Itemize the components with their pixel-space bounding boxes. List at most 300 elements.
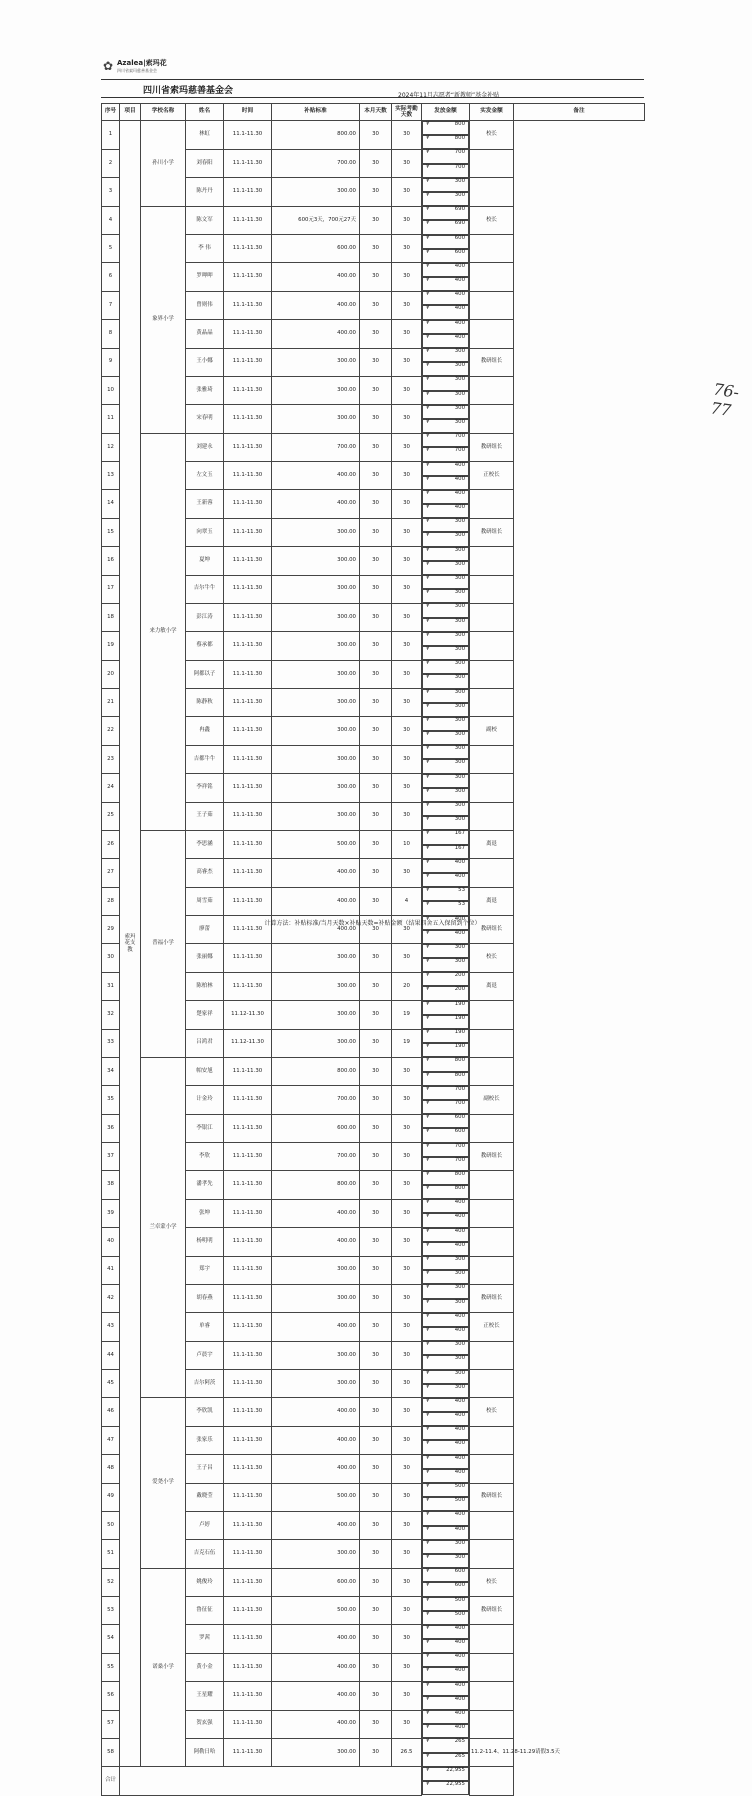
logo-name: Azalea|索玛花 — [117, 59, 167, 67]
total-value: 22,955 — [446, 1766, 465, 1773]
row-paid — [422, 1100, 469, 1114]
school-cell: 爱尧小学 — [141, 1398, 186, 1568]
row-month-days: 30 — [360, 972, 392, 1000]
row-time: 11.1-11.30 — [224, 1682, 272, 1710]
row-remark: 校长 — [470, 944, 514, 972]
header-amount: 发放金额 — [422, 104, 470, 121]
header-seq: 序号 — [102, 104, 120, 121]
row-amount — [422, 405, 469, 419]
row-remark: 教研组长 — [470, 1483, 514, 1511]
row-seq: 36 — [102, 1114, 120, 1142]
currency-symbol: ¥ — [426, 816, 430, 823]
row-seq: 53 — [102, 1597, 120, 1625]
row-paid — [422, 305, 469, 319]
currency-symbol: ¥ — [426, 745, 430, 752]
organization-name: 四川省索玛慈善基金会 — [143, 86, 234, 96]
money-value: 167 — [454, 844, 465, 851]
row-time: 11.1-11.30 — [224, 547, 272, 575]
currency-symbol: ¥ — [426, 1029, 430, 1035]
row-paid — [422, 135, 469, 149]
row-amount — [422, 1228, 469, 1242]
row-seq: 20 — [102, 660, 120, 688]
school-cell: 象界小学 — [141, 206, 186, 433]
currency-symbol: ¥ — [426, 262, 430, 269]
row-time: 11.1-11.30 — [224, 1426, 272, 1454]
currency-symbol: ¥ — [426, 1695, 430, 1702]
money-value: 300 — [454, 1256, 465, 1262]
row-amount — [422, 1455, 469, 1469]
row-name: 曾则伟 — [186, 291, 224, 319]
row-standard: 300.00 — [272, 1370, 360, 1398]
row-standard: 300.00 — [272, 1540, 360, 1568]
currency-symbol: ¥ — [426, 333, 430, 340]
row-time: 11.1-11.30 — [224, 1483, 272, 1511]
row-remark — [470, 1455, 514, 1483]
row-month-days: 30 — [360, 689, 392, 717]
row-standard: 400.00 — [272, 263, 360, 291]
row-actual-days: 30 — [392, 916, 422, 944]
row-time: 11.1-11.30 — [224, 1199, 272, 1227]
money-value: 300 — [454, 404, 465, 411]
row-amount — [422, 745, 469, 759]
row-seq: 18 — [102, 603, 120, 631]
currency-symbol: ¥ — [426, 1312, 430, 1319]
row-paid — [422, 703, 469, 717]
sheet-subtitle: 2024年11月志愿者“新教师”基金补贴 — [398, 92, 500, 99]
row-time: 11.1-11.30 — [224, 1597, 272, 1625]
row-month-days: 30 — [360, 1653, 392, 1681]
row-paid — [422, 1327, 469, 1341]
row-remark: 离退 — [470, 972, 514, 1000]
row-remark — [470, 1370, 514, 1398]
header-project: 项目 — [120, 104, 141, 121]
currency-symbol: ¥ — [426, 1369, 430, 1376]
row-actual-days: 30 — [392, 1511, 422, 1539]
row-remark — [470, 802, 514, 830]
row-standard: 700.00 — [272, 433, 360, 461]
row-month-days: 30 — [360, 1057, 392, 1085]
row-paid — [422, 1440, 469, 1454]
table-row — [102, 1398, 645, 1426]
row-month-days: 30 — [360, 206, 392, 234]
row-actual-days: 30 — [392, 1540, 422, 1568]
money-value: 400 — [454, 929, 465, 936]
row-standard: 400.00 — [272, 490, 360, 518]
currency-symbol: ¥ — [426, 1780, 430, 1787]
row-seq: 8 — [102, 320, 120, 348]
row-time: 11.1-11.30 — [224, 490, 272, 518]
row-remark — [470, 774, 514, 802]
currency-symbol: ¥ — [426, 1241, 430, 1248]
money-value: 300 — [454, 546, 465, 553]
currency-symbol: ¥ — [426, 844, 430, 851]
table-row — [102, 433, 645, 461]
row-time: 11.12-11.30 — [224, 1001, 272, 1029]
money-value: 500 — [454, 1596, 465, 1603]
row-seq: 5 — [102, 235, 120, 263]
school-cell: 诺桑小学 — [141, 1568, 186, 1767]
row-name: 彭江涛 — [186, 603, 224, 631]
row-remark — [470, 1199, 514, 1227]
row-paid — [422, 1384, 469, 1398]
row-standard: 400.00 — [272, 1313, 360, 1341]
flower-icon: ✿ — [103, 59, 114, 73]
total-row — [102, 1767, 645, 1795]
row-paid — [422, 220, 469, 234]
row-paid — [422, 532, 469, 546]
row-month-days: 30 — [360, 1625, 392, 1653]
row-actual-days: 26.5 — [392, 1738, 422, 1766]
row-amount — [422, 291, 469, 305]
row-name: 张丽娜 — [186, 944, 224, 972]
row-month-days: 30 — [360, 1171, 392, 1199]
row-paid — [422, 1469, 469, 1483]
row-month-days: 30 — [360, 802, 392, 830]
row-actual-days: 30 — [392, 121, 422, 150]
row-seq: 29 — [102, 916, 120, 944]
row-amount — [422, 433, 469, 447]
row-name: 陈丹丹 — [186, 178, 224, 206]
row-remark — [470, 1625, 514, 1653]
row-name: 张雅琦 — [186, 376, 224, 404]
money-value: 300 — [454, 958, 465, 965]
money-value: 300 — [454, 731, 465, 738]
currency-symbol: ¥ — [426, 617, 430, 624]
money-value: 300 — [454, 617, 465, 624]
row-actual-days: 30 — [392, 206, 422, 234]
row-name: 鲁征征 — [186, 1597, 224, 1625]
money-value: 700 — [454, 149, 465, 156]
currency-symbol: ¥ — [426, 1454, 430, 1461]
currency-symbol: ¥ — [426, 1071, 430, 1078]
money-value: 800 — [454, 1185, 465, 1192]
currency-symbol: ¥ — [426, 149, 430, 156]
row-remark: 教研组长 — [470, 518, 514, 546]
row-time: 11.1-11.30 — [224, 1143, 272, 1171]
row-time: 11.12-11.30 — [224, 1029, 272, 1057]
money-value: 300 — [454, 631, 465, 638]
row-seq: 47 — [102, 1426, 120, 1454]
row-standard: 400.00 — [272, 1426, 360, 1454]
money-value: 400 — [454, 1312, 465, 1319]
header-time: 时间 — [224, 104, 272, 121]
row-month-days: 30 — [360, 121, 392, 150]
row-standard: 400.00 — [272, 1653, 360, 1681]
row-paid — [422, 1753, 469, 1767]
money-value: 800 — [454, 1170, 465, 1177]
row-paid — [422, 646, 469, 660]
row-amount — [422, 1199, 469, 1213]
row-name: 姚俊玲 — [186, 1568, 224, 1596]
row-name: 林虹 — [186, 121, 224, 150]
row-month-days: 30 — [360, 1710, 392, 1738]
row-month-days: 30 — [360, 320, 392, 348]
row-name: 冉鑫 — [186, 717, 224, 745]
currency-symbol: ¥ — [426, 773, 430, 780]
currency-symbol: ¥ — [426, 1766, 430, 1773]
header-paid: 实发金额 — [470, 104, 514, 121]
money-value: 300 — [454, 702, 465, 709]
row-time: 11.1-11.30 — [224, 802, 272, 830]
currency-symbol: ¥ — [426, 1114, 430, 1121]
money-value: 300 — [454, 1298, 465, 1305]
row-actual-days: 19 — [392, 1029, 422, 1057]
currency-symbol: ¥ — [426, 1596, 430, 1603]
row-seq: 25 — [102, 802, 120, 830]
money-value: 500 — [454, 1497, 465, 1504]
row-time: 11.1-11.30 — [224, 1341, 272, 1369]
row-paid — [422, 1667, 469, 1681]
row-name: 王子茹 — [186, 802, 224, 830]
currency-symbol: ¥ — [426, 121, 430, 127]
row-standard: 300.00 — [272, 518, 360, 546]
row-paid — [422, 986, 469, 1000]
row-name: 卢婷 — [186, 1511, 224, 1539]
row-standard: 400.00 — [272, 1511, 360, 1539]
money-value: 400 — [454, 489, 465, 496]
project-cell — [120, 121, 141, 1767]
row-amount — [422, 1568, 469, 1582]
row-remark: 离退 — [470, 830, 514, 858]
currency-symbol: ¥ — [426, 206, 430, 213]
row-remark: 正校长 — [470, 462, 514, 490]
row-time: 11.1-11.30 — [224, 1057, 272, 1085]
row-standard: 400.00 — [272, 887, 360, 915]
currency-symbol: ¥ — [426, 901, 430, 908]
row-seq: 42 — [102, 1284, 120, 1312]
row-name: 黄小金 — [186, 1653, 224, 1681]
row-remark — [470, 235, 514, 263]
row-remark: 校长 — [470, 1398, 514, 1426]
row-seq: 22 — [102, 717, 120, 745]
currency-symbol: ¥ — [426, 1014, 430, 1021]
row-amount — [422, 1057, 469, 1071]
currency-symbol: ¥ — [426, 1128, 430, 1135]
row-remark — [470, 405, 514, 433]
row-month-days: 30 — [360, 178, 392, 206]
row-month-days: 30 — [360, 547, 392, 575]
money-value: 300 — [454, 589, 465, 596]
row-name: 张家乐 — [186, 1426, 224, 1454]
row-standard: 400.00 — [272, 916, 360, 944]
money-value: 300 — [454, 362, 465, 369]
row-amount — [422, 518, 469, 532]
row-month-days: 30 — [360, 149, 392, 177]
money-value: 300 — [454, 1355, 465, 1362]
money-value: 300 — [454, 943, 465, 950]
money-value: 400 — [454, 1710, 465, 1716]
row-time: 11.1-11.30 — [224, 1114, 272, 1142]
row-month-days: 30 — [360, 348, 392, 376]
row-remark — [470, 1114, 514, 1142]
row-standard: 600.00 — [272, 235, 360, 263]
currency-symbol: ¥ — [426, 1497, 430, 1504]
money-value: 700 — [454, 433, 465, 440]
row-amount — [422, 320, 469, 334]
money-value: 690 — [454, 220, 465, 227]
row-actual-days: 30 — [392, 405, 422, 433]
header-standard: 补贴标准 — [272, 104, 360, 121]
row-month-days: 30 — [360, 774, 392, 802]
row-time: 11.1-11.30 — [224, 518, 272, 546]
logo-subtitle: 四川省索玛慈善基金会 — [117, 68, 157, 73]
currency-symbol: ¥ — [426, 915, 430, 922]
row-seq: 16 — [102, 547, 120, 575]
row-paid — [422, 1582, 469, 1596]
currency-symbol: ¥ — [426, 305, 430, 312]
row-name: 李欣 — [186, 1143, 224, 1171]
row-amount — [422, 149, 469, 163]
currency-symbol: ¥ — [426, 1213, 430, 1220]
row-actual-days: 30 — [392, 1284, 422, 1312]
row-actual-days: 30 — [392, 944, 422, 972]
money-value: 400 — [454, 1681, 465, 1688]
money-value: 400 — [454, 1397, 465, 1404]
row-amount — [422, 859, 469, 873]
money-value: 300 — [454, 802, 465, 808]
row-remark — [470, 1256, 514, 1284]
row-amount — [422, 1398, 469, 1412]
row-amount — [422, 1597, 469, 1611]
row-seq: 52 — [102, 1568, 120, 1596]
money-value: 800 — [454, 121, 465, 127]
money-value: 300 — [454, 745, 465, 752]
foundation-logo — [103, 57, 253, 79]
money-value: 800 — [454, 135, 465, 142]
row-name: 陈柏林 — [186, 972, 224, 1000]
row-paid — [422, 1639, 469, 1653]
row-actual-days: 30 — [392, 1455, 422, 1483]
money-value: 700 — [454, 1099, 465, 1106]
header-month-days: 本月天数 — [360, 104, 392, 121]
money-value: 300 — [454, 390, 465, 397]
money-value: 400 — [454, 475, 465, 482]
row-time: 11.1-11.30 — [224, 944, 272, 972]
row-seq: 50 — [102, 1511, 120, 1539]
row-standard: 600.00 — [272, 1568, 360, 1596]
money-value: 300 — [454, 603, 465, 610]
money-value: 300 — [454, 1284, 465, 1291]
row-standard: 400.00 — [272, 1625, 360, 1653]
money-value: 400 — [454, 1241, 465, 1248]
money-value: 600 — [454, 234, 465, 241]
row-remark — [470, 490, 514, 518]
row-month-days: 30 — [360, 490, 392, 518]
row-seq: 13 — [102, 462, 120, 490]
row-seq: 24 — [102, 774, 120, 802]
school-cell: 普福小学 — [141, 830, 186, 1057]
currency-symbol: ¥ — [426, 546, 430, 553]
currency-symbol: ¥ — [426, 433, 430, 440]
row-paid — [422, 1270, 469, 1284]
row-seq: 44 — [102, 1341, 120, 1369]
row-actual-days: 30 — [392, 291, 422, 319]
row-time: 11.1-11.30 — [224, 1710, 272, 1738]
row-name: 向翠玉 — [186, 518, 224, 546]
row-seq: 43 — [102, 1313, 120, 1341]
row-amount — [422, 1370, 469, 1384]
money-value: 800 — [454, 1057, 465, 1064]
row-standard: 300.00 — [272, 405, 360, 433]
currency-symbol: ¥ — [426, 191, 430, 198]
money-value: 500 — [454, 1610, 465, 1617]
row-name: 吉都牛牛 — [186, 745, 224, 773]
row-seq: 46 — [102, 1398, 120, 1426]
row-remark — [470, 1511, 514, 1539]
row-amount — [422, 206, 469, 220]
currency-symbol: ¥ — [426, 1624, 430, 1631]
row-paid — [422, 759, 469, 773]
table-row — [102, 830, 645, 858]
row-time: 11.1-11.30 — [224, 859, 272, 887]
money-value: 300 — [454, 1270, 465, 1277]
row-time: 11.1-11.30 — [224, 1171, 272, 1199]
currency-symbol: ¥ — [426, 1483, 430, 1489]
row-actual-days: 30 — [392, 1256, 422, 1284]
row-actual-days: 30 — [392, 1398, 422, 1426]
money-value: 600 — [454, 1114, 465, 1121]
row-seq: 33 — [102, 1029, 120, 1057]
currency-symbol: ¥ — [426, 1710, 430, 1716]
row-amount — [422, 1256, 469, 1270]
money-value: 400 — [454, 291, 465, 298]
currency-symbol: ¥ — [426, 759, 430, 766]
money-value: 300 — [454, 816, 465, 823]
row-name: 张坤 — [186, 1199, 224, 1227]
currency-symbol: ¥ — [426, 943, 430, 950]
money-value: 300 — [454, 660, 465, 667]
money-value: 400 — [454, 1454, 465, 1461]
money-value: 265 — [454, 1752, 465, 1759]
row-time: 11.1-11.30 — [224, 462, 272, 490]
row-amount — [422, 972, 469, 986]
row-paid — [422, 362, 469, 376]
money-value: 300 — [454, 759, 465, 766]
row-month-days: 30 — [360, 376, 392, 404]
row-paid — [422, 164, 469, 178]
row-actual-days: 30 — [392, 1228, 422, 1256]
money-value: 300 — [454, 716, 465, 723]
money-value: 400 — [454, 1468, 465, 1475]
row-seq: 4 — [102, 206, 120, 234]
row-standard: 400.00 — [272, 291, 360, 319]
row-remark — [470, 660, 514, 688]
currency-symbol: ¥ — [426, 787, 430, 794]
handwritten-page-mark: 76-77 — [709, 379, 741, 421]
row-name: 胡春燕 — [186, 1284, 224, 1312]
row-name: 王子昌 — [186, 1455, 224, 1483]
row-standard: 400.00 — [272, 320, 360, 348]
row-actual-days: 30 — [392, 1370, 422, 1398]
money-value: 400 — [454, 1525, 465, 1532]
row-amount — [422, 263, 469, 277]
row-month-days: 30 — [360, 263, 392, 291]
row-amount — [422, 575, 469, 589]
row-time: 11.1-11.30 — [224, 348, 272, 376]
currency-symbol: ¥ — [426, 1667, 430, 1674]
money-value: 190 — [454, 1014, 465, 1021]
row-remark — [470, 1341, 514, 1369]
currency-symbol: ¥ — [426, 560, 430, 567]
currency-symbol: ¥ — [426, 1199, 430, 1206]
row-month-days: 30 — [360, 291, 392, 319]
row-remark: 教研组长 — [470, 1143, 514, 1171]
currency-symbol: ¥ — [426, 872, 430, 879]
row-seq: 45 — [102, 1370, 120, 1398]
row-actual-days: 30 — [392, 348, 422, 376]
row-name: 李 伟 — [186, 235, 224, 263]
money-value: 265 — [454, 1738, 465, 1745]
